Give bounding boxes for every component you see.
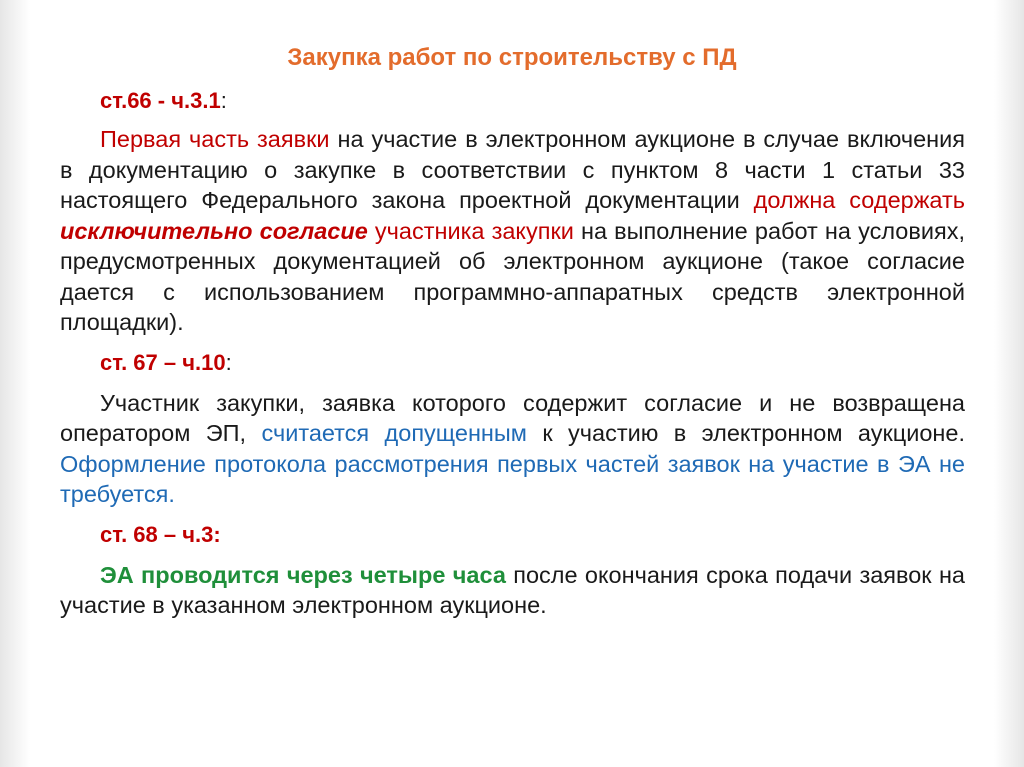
highlight-first-part: Первая часть заявки: [100, 126, 330, 152]
highlight-must-contain: должна содержать: [753, 187, 965, 213]
article-ref-67-colon: :: [225, 349, 232, 375]
article-ref-68-text: ст. 68 – ч.3:: [100, 521, 221, 547]
highlight-exclusive-consent: исключительно согласие: [60, 217, 368, 244]
highlight-participant: участника закупки: [367, 217, 574, 244]
highlight-considered-admitted: считается допущенным: [261, 420, 527, 446]
spacer: [60, 378, 965, 388]
text-run: Участник закупки, заявка которого содержит согласие и не возвращена оператором ЭП,: [60, 389, 965, 446]
article-ref-66: [100, 86, 965, 116]
slide-content: [60, 86, 965, 621]
article-ref-67: [100, 348, 965, 378]
right-edge-shadow: [994, 0, 1024, 767]
spacer: [60, 510, 965, 520]
highlight-protocol-not-required: Оформление протокола рассмотрения первых частей заявок на участие в ЭА не требуется.: [60, 450, 965, 507]
spacer: [60, 116, 965, 124]
paragraph-auction-time: [60, 560, 965, 621]
highlight-four-hours: ЭА проводится через четыре часа: [100, 561, 506, 588]
left-edge-shadow: [0, 0, 30, 767]
paragraph-first-part: [60, 124, 965, 338]
spacer: [60, 338, 965, 348]
text-run: на участие в электронном аукционе в случае включения в документацию о закупке в соответствии с пунктом 8 части 1 статьи 33 настоящего Федерального закона проектной документации: [60, 126, 965, 213]
spacer: [60, 550, 965, 560]
article-ref-66-colon: :: [220, 88, 227, 113]
article-ref-68: [100, 520, 965, 550]
text-run: после окончания срока подачи заявок на участие в указанном электронном аукционе.: [60, 561, 965, 618]
paragraph-admitted: [60, 388, 965, 510]
article-ref-67-text: ст. 67 – ч.10: [100, 349, 226, 375]
text-run: к участию в электронном аукционе.: [526, 420, 965, 446]
text-run: на выполнение работ на условиях, предусмотренных документацией об электронном аукционе (такое согласие дается с использованием программно-аппаратных средств электронной площадки).: [60, 217, 965, 335]
slide-title: Закупка работ по строительству с ПД: [287, 44, 737, 71]
article-ref-66-text: ст.66 - ч.3.1: [100, 88, 221, 113]
